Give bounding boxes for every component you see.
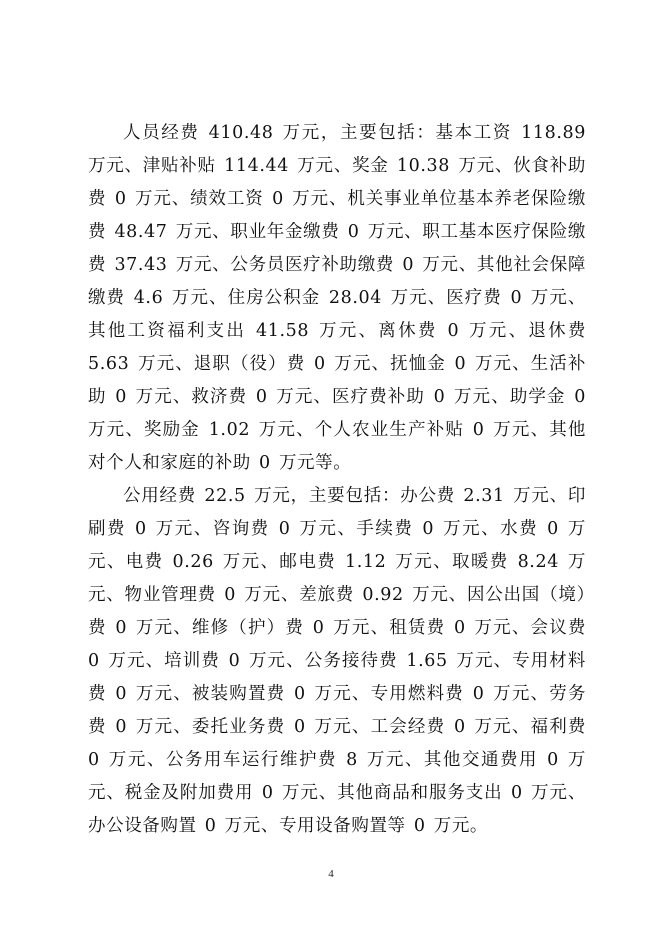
page-number: 4: [328, 868, 334, 880]
public-expenses-paragraph: 公用经费 22.5 万元，主要包括：办公费 2.31 万元、印刷费 0 万元、咨询费 0 万元、手续费 0 万元、水费 0 万元、电费 0.26 万元、邮电费 1.12 万元、取暖费 8.24 万元、物业管理费 0 万元、差旅费 0.92 万元、因公出国（境）费 0 万元、维修（护）费 0 万元、租赁费 0 万元、会议费 0 万元、培训费 0 万元、公务接待费 1.65 万元、专用材料费 0 万元、被装购置费 0 万元、专用燃料费 0 万元、劳务费 0 万元、委托业务费 0 万元、工会经费 0 万元、福利费 0 万元、公务用车运行维护费 8 万元、其他交通费用 0 万元、税金及附加费用 0 万元、其他商品和服务支出 0 万元、办公设备购置 0 万元、专用设备购置等 0 万元。: [88, 486, 586, 836]
personnel-expenses-paragraph: 人员经费 410.48 万元，主要包括：基本工资 118.89 万元、津贴补贴 114.44 万元、奖金 10.38 万元、伙食补助费 0 万元、绩效工资 0 万元、机关事业单位基本养老保险缴费 48.47 万元、职业年金缴费 0 万元、职工基本医疗保险缴费 37.43 万元、公务员医疗补助缴费 0 万元、其他社会保障缴费 4.6 万元、住房公积金 28.04 万元、医疗费 0 万元、其他工资福利支出 41.58 万元、离休费 0 万元、退休费 5.63 万元、退职（役）费 0 万元、抚恤金 0 万元、生活补助 0 万元、救济费 0 万元、医疗费补助 0 万元、助学金 0 万元、奖励金 1.02 万元、个人农业生产补贴 0 万元、其他对个人和家庭的补助 0 万元等。: [88, 123, 586, 473]
body-text: [88, 117, 586, 843]
